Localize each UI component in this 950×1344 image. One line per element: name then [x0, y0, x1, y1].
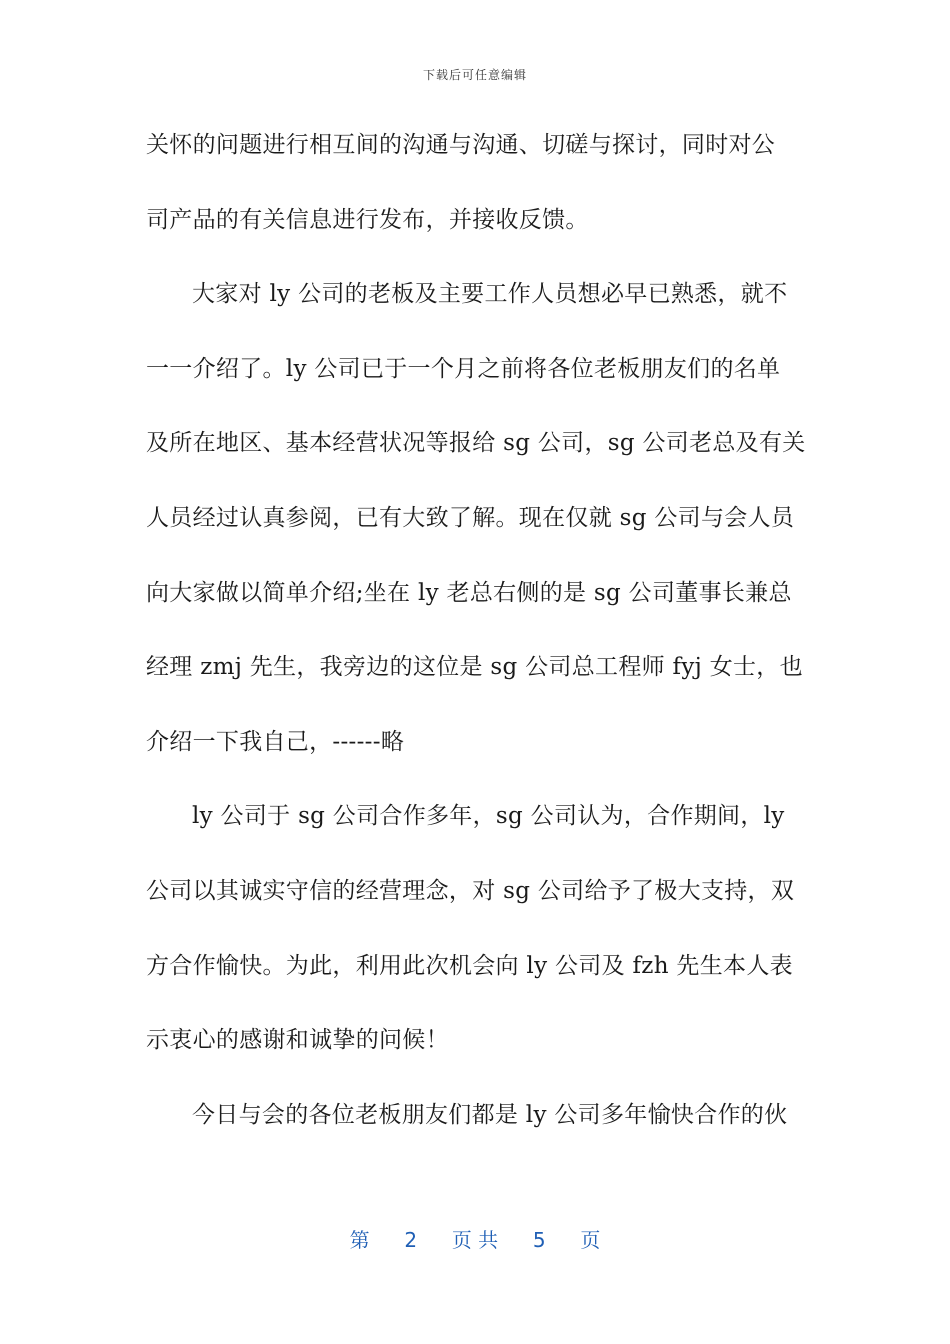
- text-line-6: 人员经过认真参阅，已有大致了解。现在仅就 sg 公司与会人员: [146, 504, 795, 531]
- text-line-12: 方合作愉快。为此，利用此次机会向 ly 公司及 fzh 先生本人表: [146, 952, 793, 979]
- footer-suffix: 页: [580, 1228, 601, 1252]
- document-body: [146, 120, 806, 1164]
- footer-middle: 页 共: [451, 1228, 499, 1252]
- text-line-11: 公司以其诚实守信的经营理念，对 sg 公司给予了极大支持，双: [146, 877, 795, 904]
- text-line-2: 司产品的有关信息进行发布，并接收反馈。: [146, 206, 589, 233]
- text-line-5: 及所在地区、基本经营状况等报给 sg 公司，sg 公司老总及有关: [146, 430, 806, 457]
- text-line-3: 大家对 ly 公司的老板及主要工作人员想必早已熟悉，就不: [192, 281, 788, 308]
- footer-total-pages: 5: [532, 1228, 546, 1252]
- text-line-9: 介绍一下我自己，------略: [146, 728, 405, 755]
- page-footer: [0, 1224, 950, 1253]
- footer-current-page: 2: [404, 1228, 418, 1252]
- text-line-10: ly 公司于 sg 公司合作多年，sg 公司认为，合作期间，ly: [192, 803, 785, 830]
- text-line-13: 示衷心的感谢和诚挚的问候！: [146, 1027, 449, 1054]
- text-line-1: 关怀的问题进行相互间的沟通与沟通、切磋与探讨，同时对公: [146, 132, 776, 158]
- text-line-4: 一一介绍了。ly 公司已于一个月之前将各位老板朋友们的名单: [146, 355, 781, 382]
- text-line-7: 向大家做以简单介绍;坐在 ly 老总右侧的是 sg 公司董事长兼总: [146, 579, 792, 606]
- header-note: 下载后可任意编辑: [422, 68, 527, 82]
- text-line-14: 今日与会的各位老板朋友们都是 ly 公司多年愉快合作的伙: [192, 1101, 788, 1128]
- text-line-8: 经理 zmj 先生，我旁边的这位是 sg 公司总工程师 fyj 女士，也: [146, 654, 803, 681]
- footer-prefix: 第: [349, 1228, 370, 1252]
